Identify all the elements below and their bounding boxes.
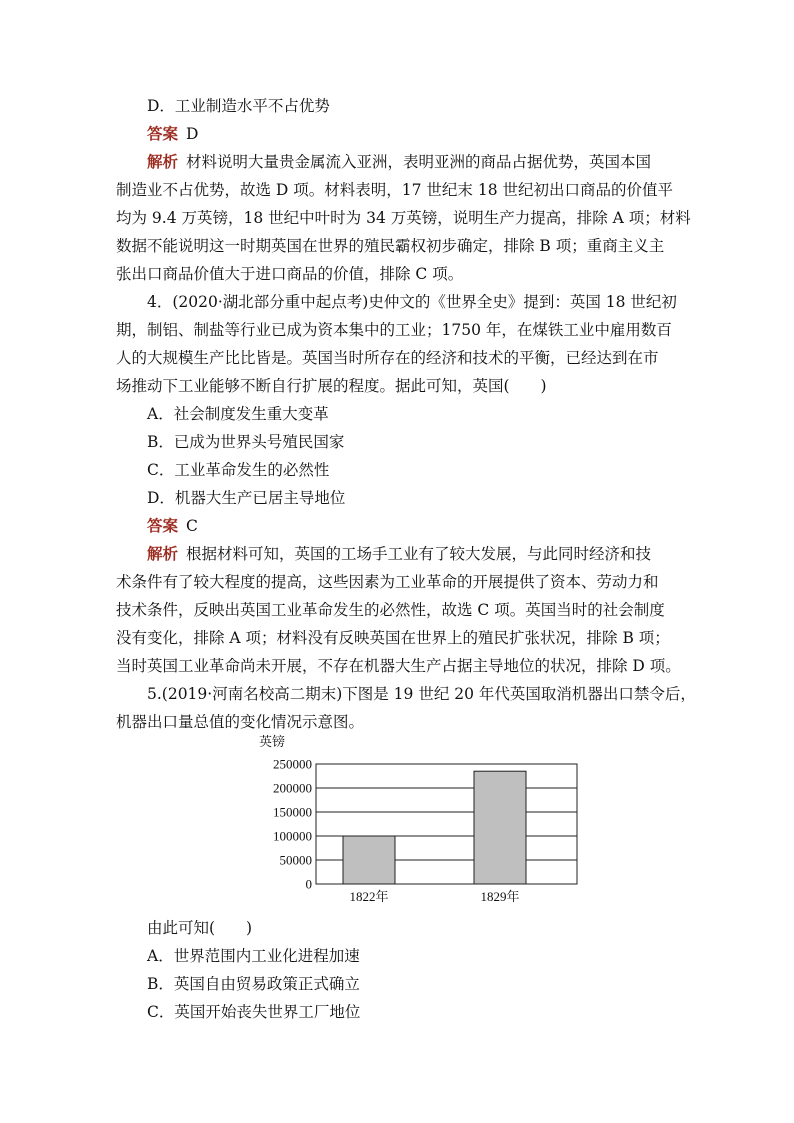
y-tick-label: 0 — [305, 876, 312, 892]
y-tick-label: 50000 — [279, 852, 312, 868]
q4-analysis-line: 当时英国工业革命尚未开展，不存在机器大生产占据主导地位的状况，排除 D 项。 — [116, 657, 681, 675]
y-tick-label: 100000 — [273, 828, 312, 844]
q3-option-d: D．工业制造水平不占优势 — [147, 97, 330, 115]
q3-analysis-line: 张出口商品价值大于进口商品的价值，排除 C 项。 — [116, 265, 464, 283]
q5-stem-line: 机器出口量总值的变化情况示意图。 — [116, 713, 365, 731]
answer-value: D — [186, 125, 199, 143]
y-tick-label: 250000 — [273, 756, 312, 772]
y-tick-label: 150000 — [273, 804, 312, 820]
answer-label: 答案 — [147, 124, 179, 143]
answer-value: C — [186, 517, 198, 535]
analysis-label: 解析 — [147, 152, 179, 171]
q3-analysis-line: 均为 9.4 万英镑，18 世纪中叶时为 34 万英镑，说明生产力提高，排除 A 项；材料 — [116, 209, 691, 227]
q4-analysis-line: 术条件有了较大程度的提高，这些因素为工业革命的开展提供了资本、劳动力和 — [116, 573, 659, 591]
q5-option-b: B．英国自由贸易政策正式确立 — [147, 975, 360, 993]
analysis-label: 解析 — [147, 544, 179, 563]
q4-analysis-line: 没有变化，排除 A 项；材料没有反映英国在世界上的殖民扩张状况，排除 B 项； — [116, 629, 670, 647]
q4-stem-line: 4．(2020·湖北部分重中起点考)史仲文的《世界全史》提到：英国 18 世纪初 — [147, 293, 677, 311]
q3-answer — [147, 124, 682, 144]
export-bar-chart — [232, 720, 592, 910]
q3-analysis-line: 制造业不占优势，故选 D 项。材料表明，17 世纪末 18 世纪初出口商品的价值平 — [116, 181, 674, 199]
x-tick-label: 1829年 — [480, 889, 520, 904]
q3-analysis-line: 解析 材料说明大量贵金属流入亚洲，表明亚洲的商品占据优势，英国本国 — [147, 152, 652, 171]
q4-stem-line: 期，制铝、制盐等行业已成为资本集中的工业；1750 年，在煤铁工业中雇用数百 — [116, 321, 672, 339]
q4-option-a: A．社会制度发生重大变革 — [147, 405, 329, 423]
q4-answer — [147, 516, 682, 536]
bar — [343, 836, 395, 884]
q4-option-d: D．机器大生产已居主导地位 — [147, 489, 346, 507]
bar — [474, 771, 526, 884]
q5-stem-line: 5.(2019·河南名校高二期末)下图是 19 世纪 20 年代英国取消机器出口禁令后， — [147, 685, 696, 703]
q4-stem-line: 人的大规模生产比比皆是。英国当时所存在的经济和技术的平衡，已经达到在市 — [116, 349, 659, 367]
y-axis-label: 英镑 — [259, 734, 286, 749]
q4-option-c: C．工业革命发生的必然性 — [147, 461, 330, 479]
q5-option-c: C．英国开始丧失世界工厂地位 — [147, 1003, 361, 1021]
q5-followup: 由此可知( ) — [147, 919, 253, 937]
q4-analysis-line: 解析 根据材料可知，英国的工场手工业有了较大发展，与此同时经济和技 — [147, 544, 652, 563]
q4-analysis-line: 技术条件，反映出英国工业革命发生的必然性，故选 C 项。英国当时的社会制度 — [116, 601, 665, 619]
y-tick-label: 200000 — [273, 780, 312, 796]
q3-analysis-line: 数据不能说明这一时期英国在世界的殖民霸权初步确定，排除 B 项；重商主义主 — [116, 237, 665, 255]
q4-stem-line: 场推动下工业能够不断自行扩展的程度。据此可知，英国( ) — [116, 377, 547, 395]
x-tick-label: 1822年 — [349, 889, 389, 904]
answer-label: 答案 — [147, 516, 179, 535]
q5-option-a: A．世界范围内工业化进程加速 — [147, 947, 360, 965]
q4-option-b: B．已成为世界头号殖民国家 — [147, 433, 345, 451]
